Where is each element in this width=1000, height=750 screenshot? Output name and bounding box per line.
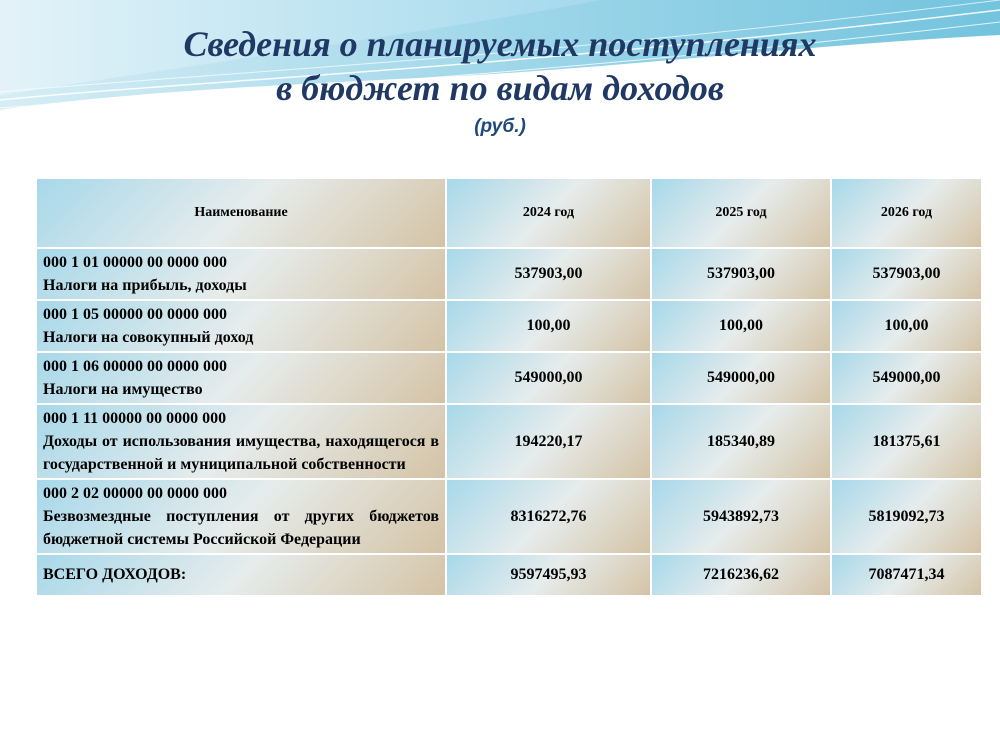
title-block bbox=[0, 22, 1000, 138]
row-code: 000 1 01 00000 00 0000 000 bbox=[43, 254, 227, 271]
value-2026: 549000,00 bbox=[831, 352, 982, 404]
row-code: 000 1 05 00000 00 0000 000 bbox=[43, 306, 227, 323]
value-2024: 537903,00 bbox=[446, 248, 651, 300]
value-2026: 181375,61 bbox=[831, 404, 982, 479]
page-title-line1: Сведения о планируемых поступлениях bbox=[183, 24, 817, 64]
row-code: 000 2 02 00000 00 0000 000 bbox=[43, 485, 227, 502]
value-2025: 537903,00 bbox=[651, 248, 831, 300]
table-row bbox=[36, 248, 982, 300]
table-row bbox=[36, 300, 982, 352]
value-2025: 549000,00 bbox=[651, 352, 831, 404]
total-2026: 7087471,34 bbox=[831, 554, 982, 596]
header-row bbox=[36, 178, 982, 248]
row-name-cell bbox=[36, 479, 446, 554]
value-2026: 100,00 bbox=[831, 300, 982, 352]
value-2026: 537903,00 bbox=[831, 248, 982, 300]
units-label: (руб.) bbox=[474, 116, 526, 137]
row-code: 000 1 06 00000 00 0000 000 bbox=[43, 358, 227, 375]
total-2024: 9597495,93 bbox=[446, 554, 651, 596]
row-name-cell bbox=[36, 352, 446, 404]
value-2024: 194220,17 bbox=[446, 404, 651, 479]
row-name: Доходы от использования имущества, находящегося в государственной и муниципальной собственности bbox=[43, 433, 439, 473]
value-2025: 185340,89 bbox=[651, 404, 831, 479]
value-2024: 100,00 bbox=[446, 300, 651, 352]
row-name: Налоги на имущество bbox=[43, 381, 203, 398]
total-row bbox=[36, 554, 982, 596]
value-2024: 8316272,76 bbox=[446, 479, 651, 554]
row-name: Налоги на прибыль, доходы bbox=[43, 277, 247, 294]
table-row bbox=[36, 479, 982, 554]
value-2025: 5943892,73 bbox=[651, 479, 831, 554]
value-2024: 549000,00 bbox=[446, 352, 651, 404]
row-name-cell bbox=[36, 300, 446, 352]
row-name: Безвозмездные поступления от других бюджетов бюджетной системы Российской Федерации bbox=[43, 508, 439, 548]
row-name-cell bbox=[36, 248, 446, 300]
header-name: Наименование bbox=[36, 178, 446, 248]
budget-table bbox=[35, 177, 983, 597]
page-title-line2: в бюджет по видам доходов bbox=[276, 68, 724, 108]
value-2025: 100,00 bbox=[651, 300, 831, 352]
row-name: Налоги на совокупный доход bbox=[43, 329, 254, 346]
total-2025: 7216236,62 bbox=[651, 554, 831, 596]
row-name-cell bbox=[36, 404, 446, 479]
header-2024: 2024 год bbox=[446, 178, 651, 248]
total-label: ВСЕГО ДОХОДОВ: bbox=[36, 554, 446, 596]
header-2026: 2026 год bbox=[831, 178, 982, 248]
table-row bbox=[36, 404, 982, 479]
table-row bbox=[36, 352, 982, 404]
header-2025: 2025 год bbox=[651, 178, 831, 248]
value-2026: 5819092,73 bbox=[831, 479, 982, 554]
row-code: 000 1 11 00000 00 0000 000 bbox=[43, 410, 227, 427]
